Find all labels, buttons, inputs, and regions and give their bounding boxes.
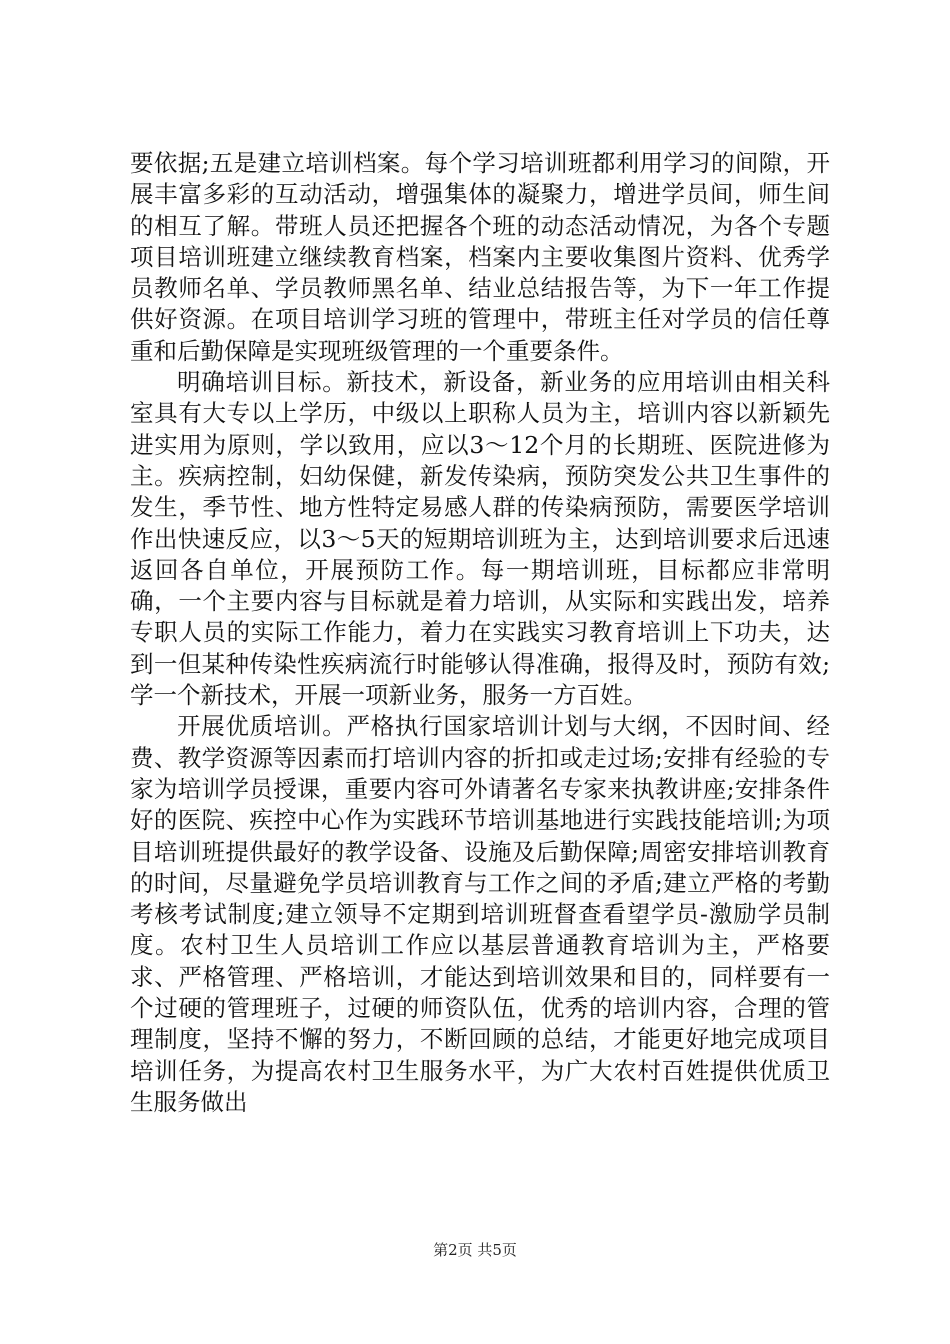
page-number-footer: 第2页 共5页: [433, 1241, 517, 1259]
paragraph-quality-training: 开展优质培训。严格执行国家培训计划与大纲，不因时间、经费、教学资源等因素而打培训内容的折扣或走过场;安排有经验的专家为培训学员授课，重要内容可外请著名专家来执教讲座;安排条件好的医院、疾控中心作为实践环节培训基地进行实践技能培训;为项目培训班提供最好的教学设备、设施及后勤保障;周密安排培训教育的时间，尽量避免学员培训教育与工作之间的矛盾;建立严格的考勤考核考试制度;建立领导不定期到培训班督查看望学员-激励学员制度。农村卫生人员培训工作应以基层普通教育培训为主，严格要求、严格管理、严格培训，才能达到培训效果和目的，同样要有一个过硬的管理班子，过硬的师资队伍，优秀的培训内容，合理的管理制度，坚持不懈的努力，不断回顾的总结，才能更好地完成项目培训任务，为提高农村卫生服务水平，为广大农村百姓提供优质卫生服务做出: [130, 712, 830, 1116]
paragraph-training-goals: 明确培训目标。新技术，新设备，新业务的应用培训由相关科室具有大专以上学历，中级以上职称人员为主，培训内容以新颖先进实用为原则，学以致用，应以3～12个月的长期班、医院进修为主。疾病控制，妇幼保健，新发传染病，预防突发公共卫生事件的发生，季节性、地方性特定易感人群的传染病预防，需要医学培训作出快速反应，以3～5天的短期培训班为主，达到培训要求后迅速返回各自单位，开展预防工作。每一期培训班，目标都应非常明确，一个主要内容与目标就是着力培训，从实际和实践出发，培养专职人员的实际工作能力，着力在实践实习教育培训上下功夫，达到一但某种传染性疾病流行时能够认得准确，报得及时，预防有效;学一个新技术，开展一项新业务，服务一方百姓。: [130, 368, 830, 710]
paragraph-continuation: 要依据;五是建立培训档案。每个学习培训班都利用学习的间隙，开展丰富多彩的互动活动，增强集体的凝聚力，增进学员间，师生间的相互了解。带班人员还把握各个班的动态活动情况，为各个专题项目培训班建立继续教育档案，档案内主要收集图片资料、优秀学员教师名单、学员教师黑名单、结业总结报告等，为下一年工作提供好资源。在项目培训学习班的管理中，带班主任对学员的信任尊重和后勤保障是实现班级管理的一个重要条件。: [130, 149, 830, 365]
document-body: [130, 148, 830, 1118]
